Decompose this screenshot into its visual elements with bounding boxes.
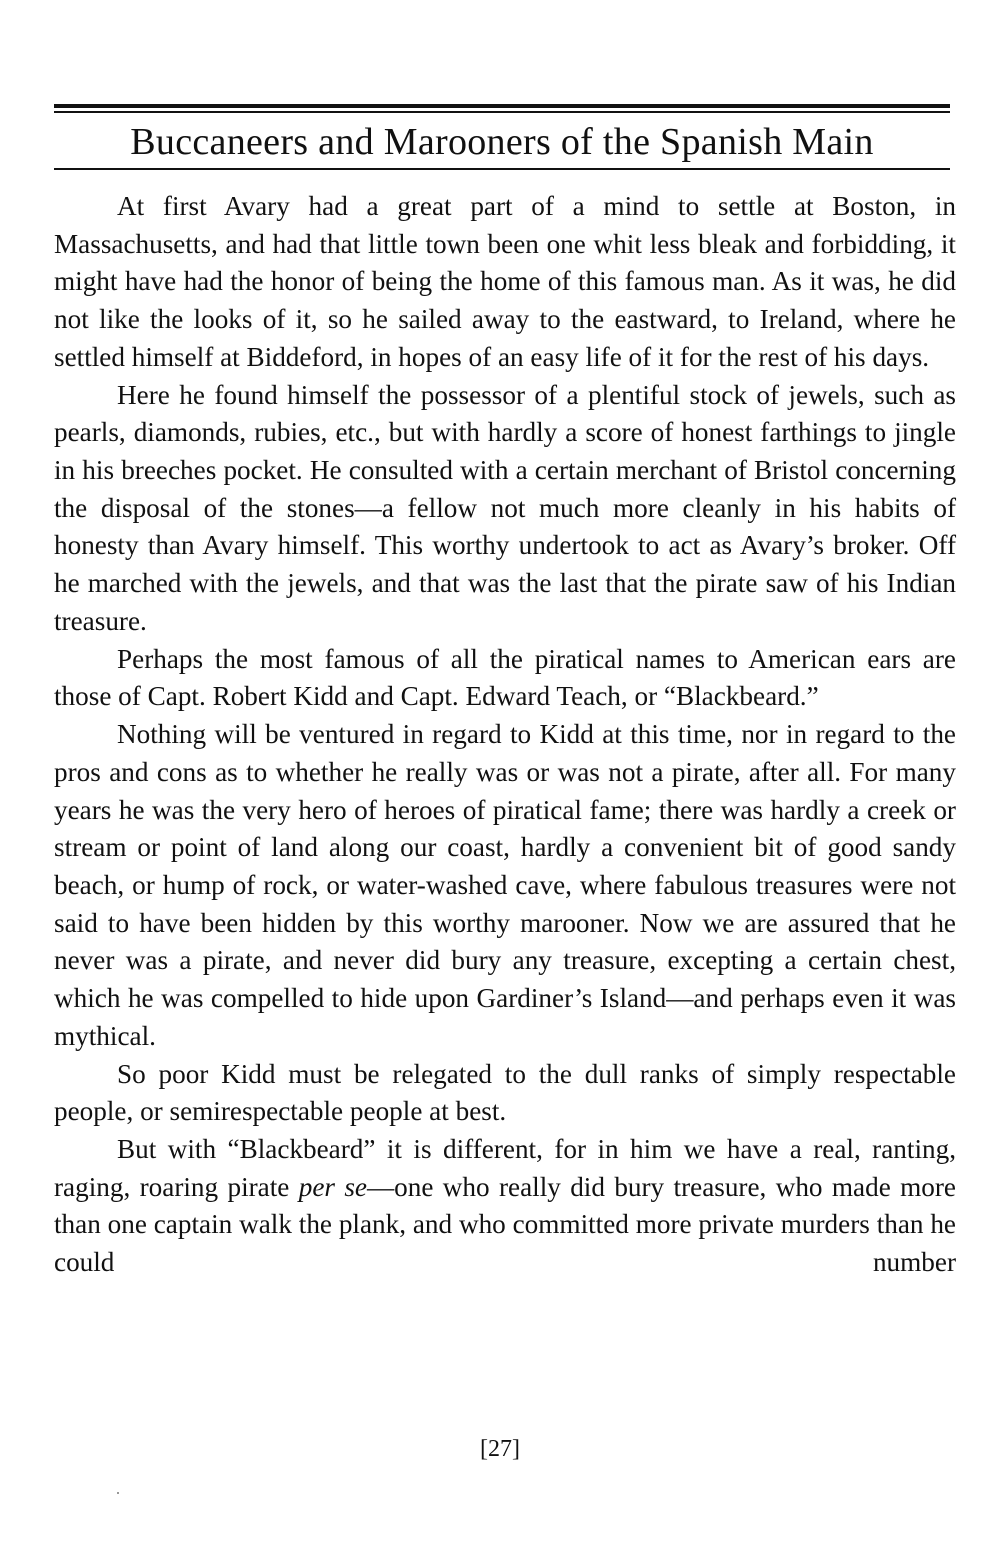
paragraph-blackbeard: [54, 1131, 956, 1282]
header-rule-bottom: [54, 168, 950, 170]
blackbeard-text-end: —one who really did bury treasure, who made more than one captain walk the plank, and who committed more private murders than he could number: [54, 1171, 956, 1278]
paragraph-jewels: Here he found himself the possessor of a plentiful stock of jewels, such as pearls, diamonds, rubies, etc., but with hardly a score of honest farthings to jingle in his breeches pocket. He consulted with a certain merchant of Bristol concerning the disposal of the stones—a fellow not much more cleanly in his habits of honesty than Avary himself. This worthy undertook to act as Avary’s broker. Off he marched with the jewels, and that was the last that the pirate saw of his Indian treasure.: [54, 379, 956, 636]
header-rule-top: [54, 104, 950, 108]
page-number: [27]: [480, 1436, 520, 1462]
paragraph-famous-names: Perhaps the most famous of all the piratical names to American ears are those of Capt. Robert Kidd and Capt. Edward Teach, or “Blackbeard.”: [54, 643, 956, 712]
running-head: Buccaneers and Marooners of the Spanish Main: [130, 121, 874, 163]
paper-speck: [117, 1492, 119, 1494]
italic-per-se: per se: [298, 1171, 367, 1202]
paragraph-poor-kidd: So poor Kidd must be relegated to the dull ranks of simply respectable people, or semirespectable people at best.: [54, 1058, 956, 1127]
paragraph-avary-boston: At first Avary had a great part of a mind to settle at Boston, in Massachusetts, and had that little town been one whit less bleak and forbidding, it might have had the honor of being the home of this famous man. As it was, he did not like the looks of it, so he sailed away to the eastward, to Ireland, where he settled himself at Biddeford, in hopes of an easy life of it for the rest of his days.: [54, 191, 956, 372]
header-rule-double: [54, 111, 950, 113]
blackbeard-text-start: But with “Blackbeard” it is different, for in him we have a real, ranting, raging, roaring pirate: [54, 1133, 956, 1202]
paragraph-kidd: Nothing will be ventured in regard to Kidd at this time, nor in regard to the pros and cons as to whether he really was or was not a pirate, after all. For many years he was the very hero of heroes of piratical fame; there was hardly a creek or stream or point of land along our coast, hardly a convenient bit of good sandy beach, or hump of rock, or water-washed cave, where fabulous treasures were not said to have been hidden by this worthy marooner. Now we are assured that he never was a pirate, and never did bury any treasure, excepting a certain chest, which he was compelled to hide upon Gardiner’s Island—and perhaps even it was mythical.: [54, 719, 956, 1051]
body-text: [54, 188, 956, 1282]
